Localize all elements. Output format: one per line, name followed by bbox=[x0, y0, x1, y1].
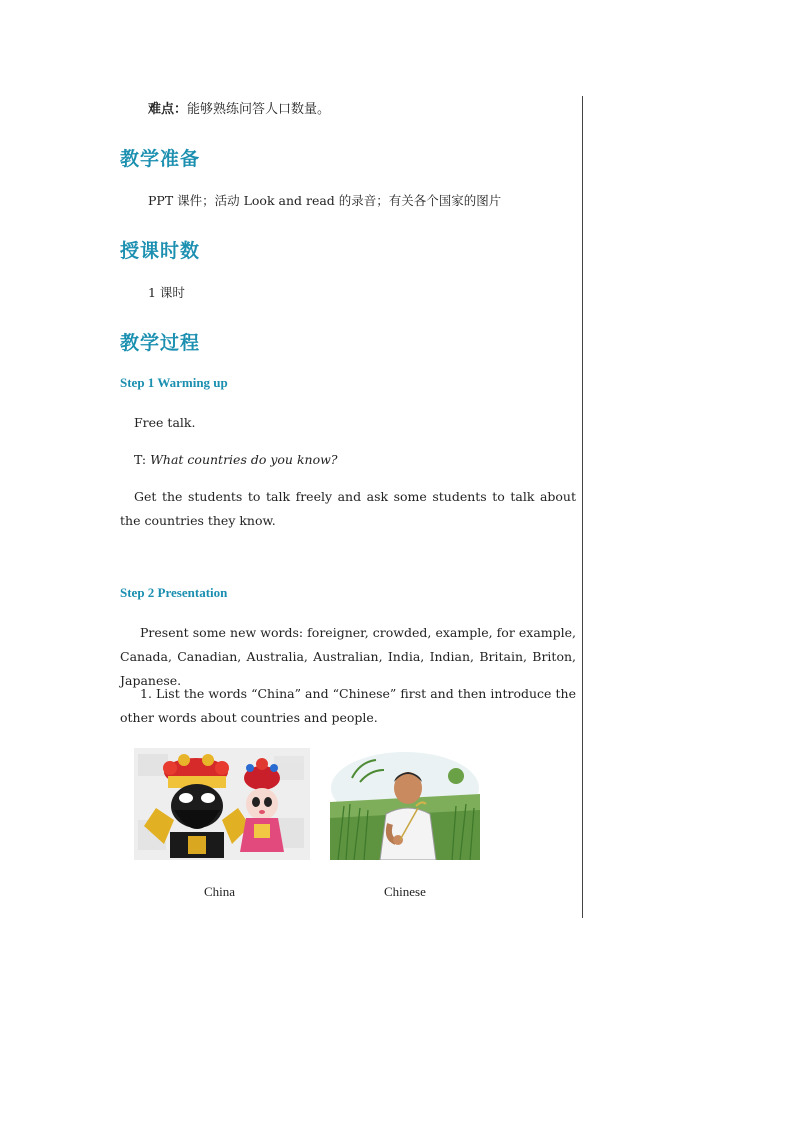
china-caption: China bbox=[204, 884, 236, 899]
preparation-text: PPT 课件；活动 Look and read 的录音；有关各个国家的图片 bbox=[148, 193, 502, 208]
step2-paragraph-list: 1. List the words “China” and “Chinese” first and then introduce the other words about countries and people. bbox=[120, 686, 576, 725]
step2-paragraph-words: Present some new words: foreigner, crowded, example, for example, Canada, Canadian, Australia, Australian, India, Indian, Britain, Briton, Japanese. bbox=[120, 625, 576, 688]
heading-hours: 授课时数 bbox=[120, 240, 201, 262]
difficulty-label: 难点： bbox=[148, 102, 188, 117]
heading-process: 教学过程 bbox=[120, 332, 201, 354]
teacher-question-line bbox=[134, 448, 338, 472]
chinese-farmer-image bbox=[330, 748, 480, 860]
teacher-prefix: T: bbox=[134, 452, 151, 467]
heading-preparation: 教学准备 bbox=[120, 148, 201, 170]
difficulty-line bbox=[148, 98, 330, 117]
china-opera-image bbox=[134, 748, 310, 860]
opera-characters-illustration bbox=[134, 748, 310, 860]
chinese-caption: Chinese bbox=[384, 884, 426, 899]
teacher-question: What countries do you know? bbox=[150, 452, 338, 467]
step1-title: Step 1 Warming up bbox=[120, 375, 228, 390]
hours-text: 1 课时 bbox=[148, 285, 185, 300]
rice-scientist-illustration bbox=[330, 748, 480, 860]
step2-title: Step 2 Presentation bbox=[120, 585, 228, 600]
step1-paragraph: Get the students to talk freely and ask some students to talk about the countries they know. bbox=[120, 489, 576, 528]
free-talk-text: Free talk. bbox=[134, 415, 196, 430]
difficulty-text: 能够熟练问答人口数量。 bbox=[187, 102, 331, 117]
page-margin-rule bbox=[582, 96, 583, 918]
